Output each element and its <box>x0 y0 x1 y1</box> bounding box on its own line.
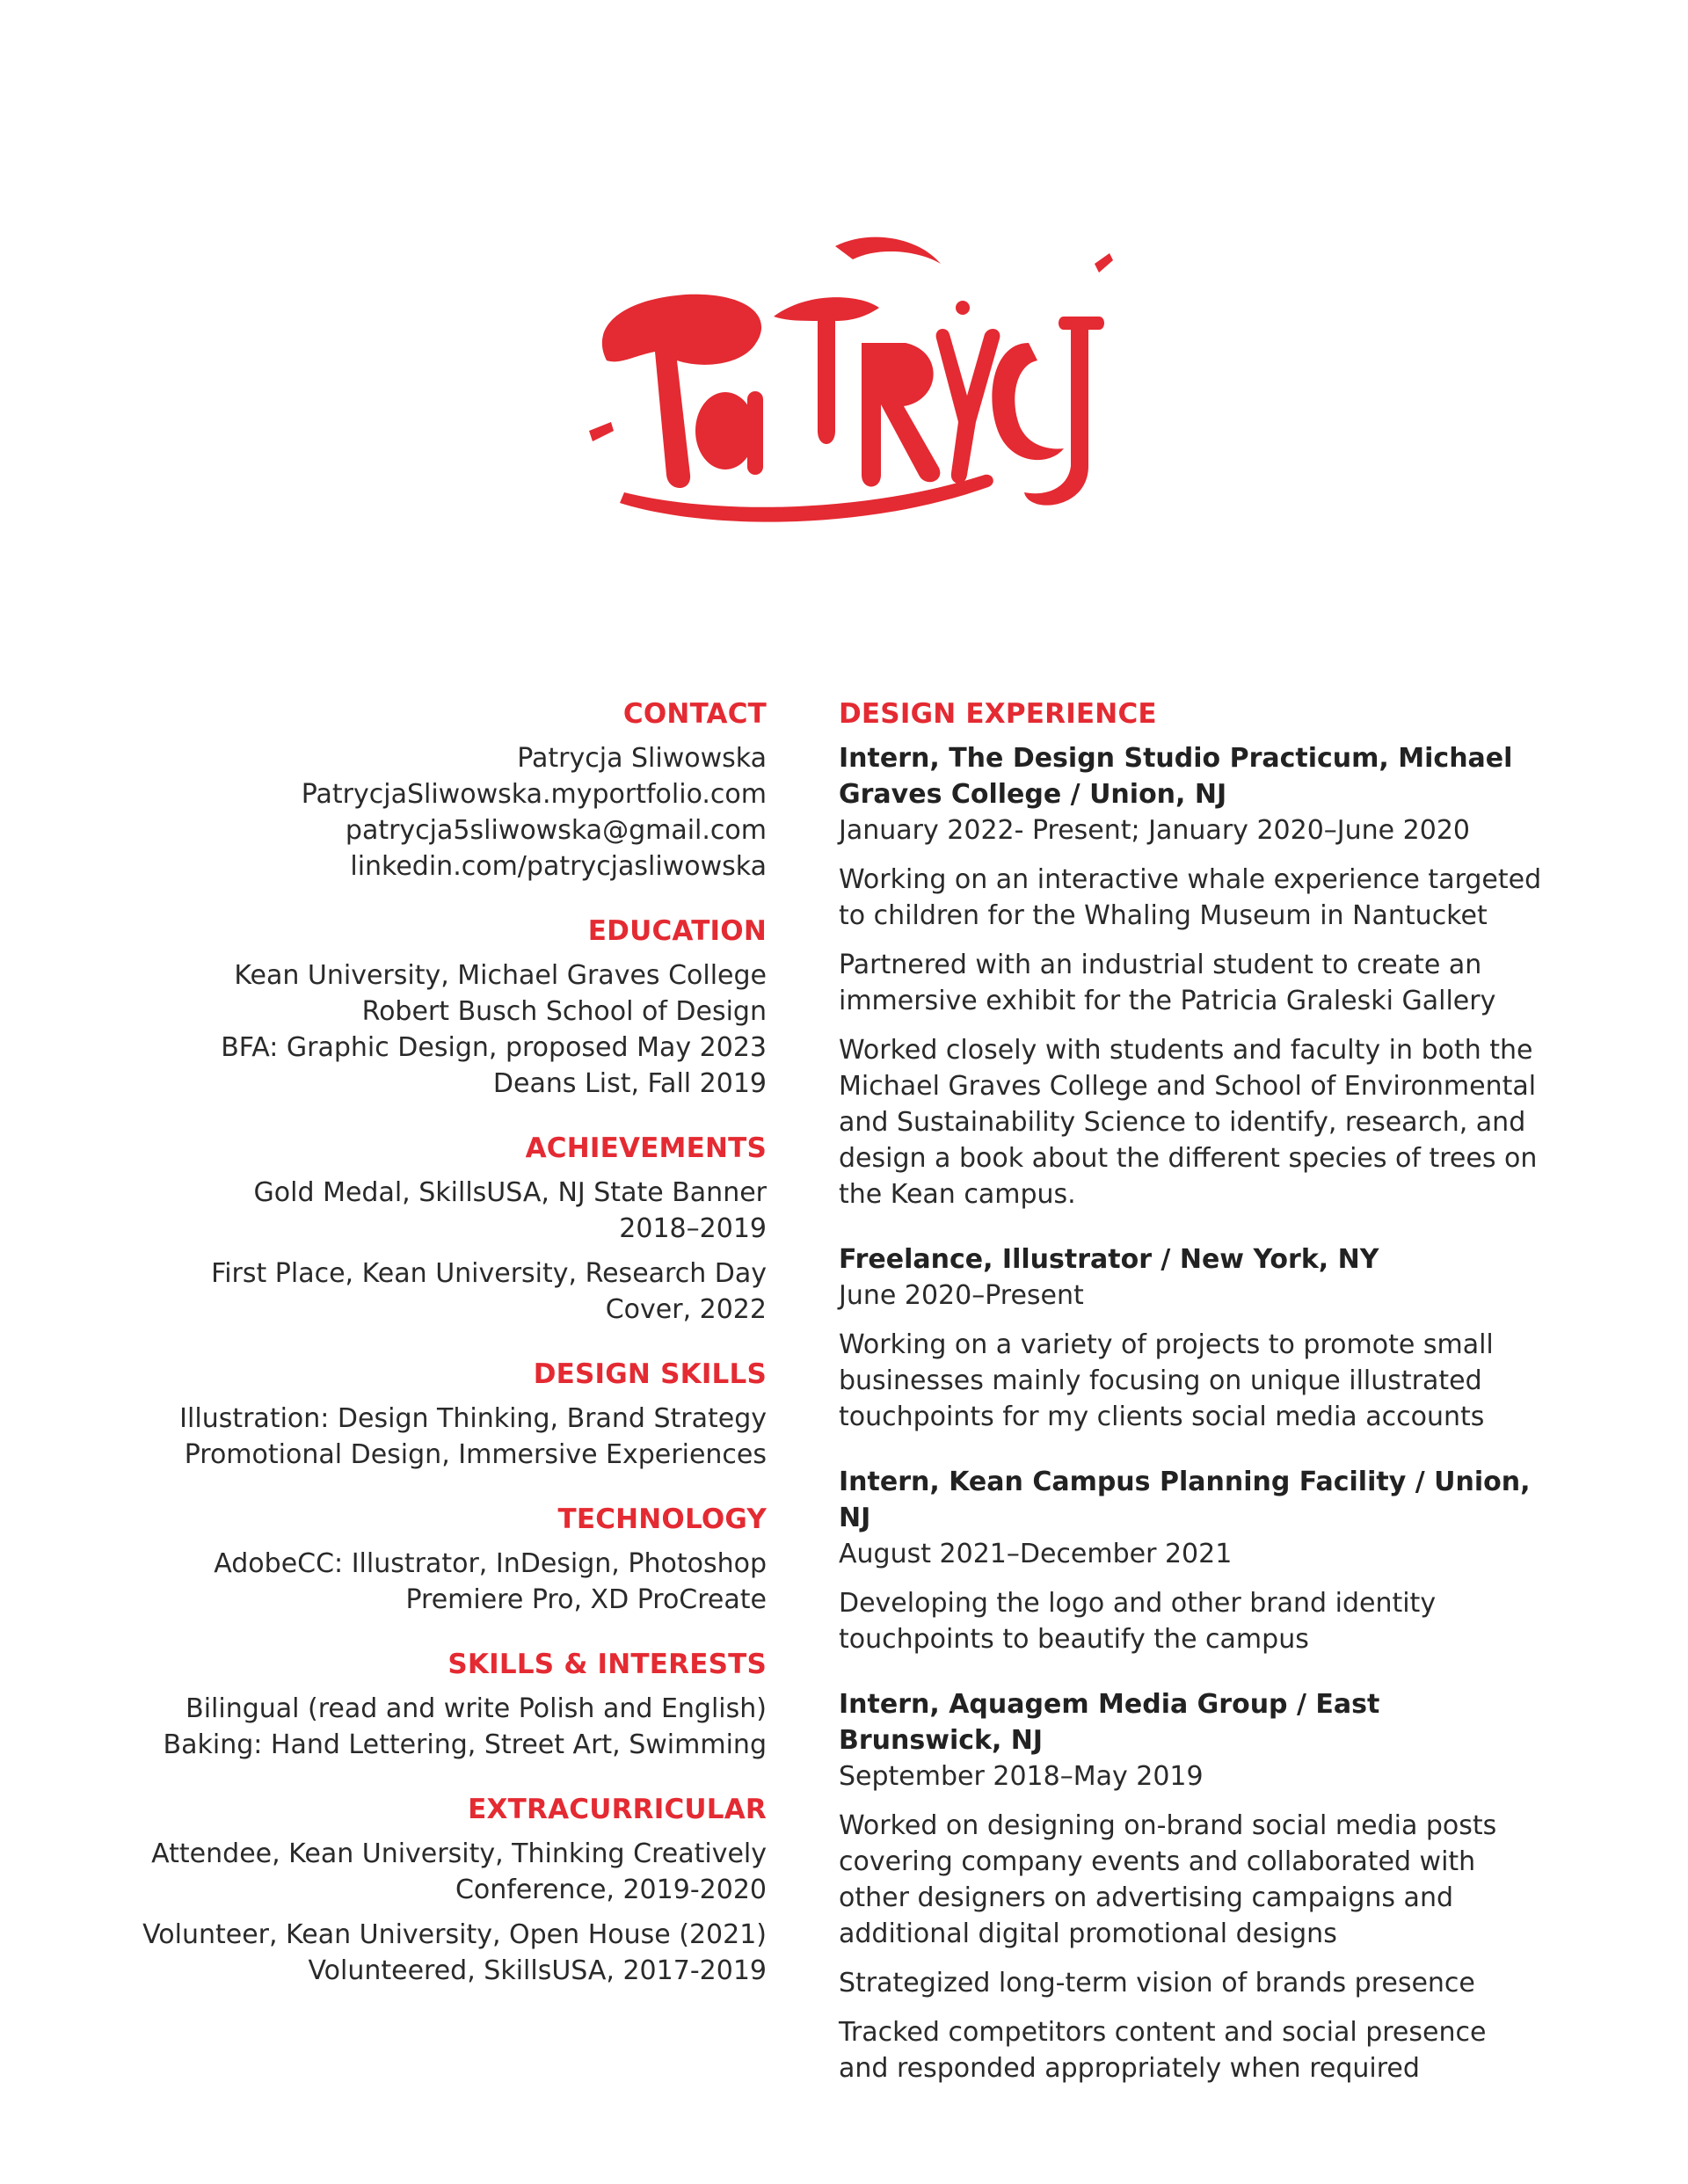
description-line: additional digital promotional designs <box>839 1918 1337 1949</box>
extracurricular-heading: EXTRACURRICULAR <box>468 1794 767 1825</box>
skills-interests-line: Baking: Hand Lettering, Street Art, Swimming <box>163 1729 767 1760</box>
extracurricular-section <box>141 1792 767 1989</box>
description-line: Michael Graves College and School of Environmental <box>839 1071 1537 1102</box>
extracurricular-item <box>141 1836 767 1908</box>
description-line: Worked closely with students and faculty in both the <box>839 1035 1533 1066</box>
education-heading: EDUCATION <box>587 915 767 947</box>
job-entry <box>839 1686 1542 2086</box>
description-line: businesses mainly focusing on unique illustrated <box>839 1365 1482 1396</box>
job-description <box>839 1032 1542 1212</box>
linkedin-link[interactable]: linkedin.com/patrycjasliwowska <box>350 851 767 882</box>
education-line: Deans List, Fall 2019 <box>492 1068 767 1099</box>
description-line: touchpoints for my clients social media accounts <box>839 1401 1485 1432</box>
achievement-line: Gold Medal, SkillsUSA, NJ State Banner <box>253 1177 767 1208</box>
job-description <box>839 1327 1542 1435</box>
technology-heading: TECHNOLOGY <box>557 1503 767 1535</box>
achievement-line: 2018–2019 <box>619 1213 767 1244</box>
contact-heading: CONTACT <box>622 698 767 730</box>
technology-group <box>141 1546 767 1618</box>
job-description <box>839 947 1542 1019</box>
job-title: Intern, Aquagem Media Group / East Brunswick, NJ <box>839 1689 1380 1756</box>
description-line: other designers on advertising campaigns and <box>839 1882 1453 1913</box>
logo-lettering-graphic <box>571 211 1117 536</box>
description-line: covering company events and collaborated with <box>839 1846 1476 1877</box>
hand-lettered-logo <box>571 211 1117 536</box>
contact-name: Patrycja Sliwowska <box>517 743 767 774</box>
extracurricular-line: Volunteer, Kean University, Open House (2021) <box>142 1919 767 1950</box>
left-column <box>141 696 767 2018</box>
extracurricular-line: Attendee, Kean University, Thinking Creatively <box>151 1838 767 1869</box>
description-line: Working on a variety of projects to promote small <box>839 1329 1494 1360</box>
job-date: June 2020–Present <box>839 1280 1084 1311</box>
description-line: Working on an interactive whale experience targeted <box>839 864 1542 895</box>
job-entry <box>839 1464 1542 1657</box>
education-line: BFA: Graphic Design, proposed May 2023 <box>221 1032 767 1063</box>
email-link[interactable]: patrycja5sliwowska@gmail.com <box>345 815 767 846</box>
description-line: Worked on designing on-brand social media posts <box>839 1810 1497 1841</box>
job-title: Intern, Kean Campus Planning Facility / Union, NJ <box>839 1467 1531 1533</box>
contact-section <box>141 696 767 885</box>
job-title: Freelance, Illustrator / New York, NY <box>839 1244 1379 1275</box>
education-line: Robert Busch School of Design <box>361 996 767 1027</box>
achievement-item <box>141 1256 767 1328</box>
design-skills-line: Illustration: Design Thinking, Brand Strategy <box>179 1403 767 1434</box>
extracurricular-item <box>141 1917 767 1989</box>
description-line: Tracked competitors content and social presence <box>839 2017 1487 2048</box>
design-skills-line: Promotional Design, Immersive Experiences <box>184 1439 767 1470</box>
achievement-line: Cover, 2022 <box>605 1294 767 1325</box>
portfolio-link[interactable]: PatrycjaSliwowska.myportfolio.com <box>301 779 767 810</box>
right-column <box>839 696 1542 2115</box>
job-title: Intern, The Design Studio Practicum, Michael <box>839 743 1513 774</box>
skills-interests-section <box>141 1647 767 1763</box>
job-title: Graves College / Union, NJ <box>839 779 1227 810</box>
description-line: design a book about the different species of trees on <box>839 1143 1538 1174</box>
design-experience-heading: DESIGN EXPERIENCE <box>839 698 1157 730</box>
design-skills-group <box>141 1401 767 1473</box>
achievement-item <box>141 1175 767 1247</box>
achievements-section <box>141 1131 767 1328</box>
description-line: Developing the logo and other brand identity <box>839 1588 1437 1619</box>
description-line: to children for the Whaling Museum in Nantucket <box>839 900 1488 931</box>
skills-interests-group <box>141 1691 767 1763</box>
achievement-line: First Place, Kean University, Research Day <box>211 1258 767 1289</box>
design-skills-heading: DESIGN SKILLS <box>533 1358 767 1390</box>
job-date: January 2022- Present; January 2020–June 2020 <box>839 815 1471 846</box>
job-entry <box>839 1241 1542 1435</box>
education-line: Kean University, Michael Graves College <box>234 960 767 991</box>
design-skills-section <box>141 1357 767 1473</box>
skills-interests-line: Bilingual (read and write Polish and English) <box>186 1693 767 1724</box>
education-section <box>141 914 767 1102</box>
extracurricular-line: Volunteered, SkillsUSA, 2017-2019 <box>308 1955 767 1986</box>
description-line: immersive exhibit for the Patricia Graleski Gallery <box>839 986 1496 1016</box>
job-description <box>839 1585 1542 1657</box>
description-line: Strategized long-term vision of brands presence <box>839 1968 1475 1998</box>
technology-section <box>141 1502 767 1618</box>
description-line: and Sustainability Science to identify, research, and <box>839 1107 1526 1138</box>
job-description <box>839 2014 1542 2086</box>
description-line: and responded appropriately when required <box>839 2053 1420 2084</box>
job-description <box>839 862 1542 934</box>
technology-line: AdobeCC: Illustrator, InDesign, Photoshop <box>214 1548 767 1579</box>
job-date: September 2018–May 2019 <box>839 1761 1204 1792</box>
technology-line: Premiere Pro, XD ProCreate <box>405 1584 767 1615</box>
job-date: August 2021–December 2021 <box>839 1539 1233 1569</box>
job-description <box>839 1808 1542 1952</box>
job-description <box>839 1965 1542 2001</box>
achievements-heading: ACHIEVEMENTS <box>525 1132 767 1164</box>
extracurricular-line: Conference, 2019-2020 <box>455 1875 767 1905</box>
education-group <box>141 957 767 1102</box>
description-line: Partnered with an industrial student to create an <box>839 950 1482 980</box>
skills-interests-heading: SKILLS & INTERESTS <box>447 1649 767 1680</box>
description-line: the Kean campus. <box>839 1179 1076 1210</box>
description-line: touchpoints to beautify the campus <box>839 1624 1309 1655</box>
contact-group <box>141 740 767 885</box>
job-entry <box>839 740 1542 1212</box>
